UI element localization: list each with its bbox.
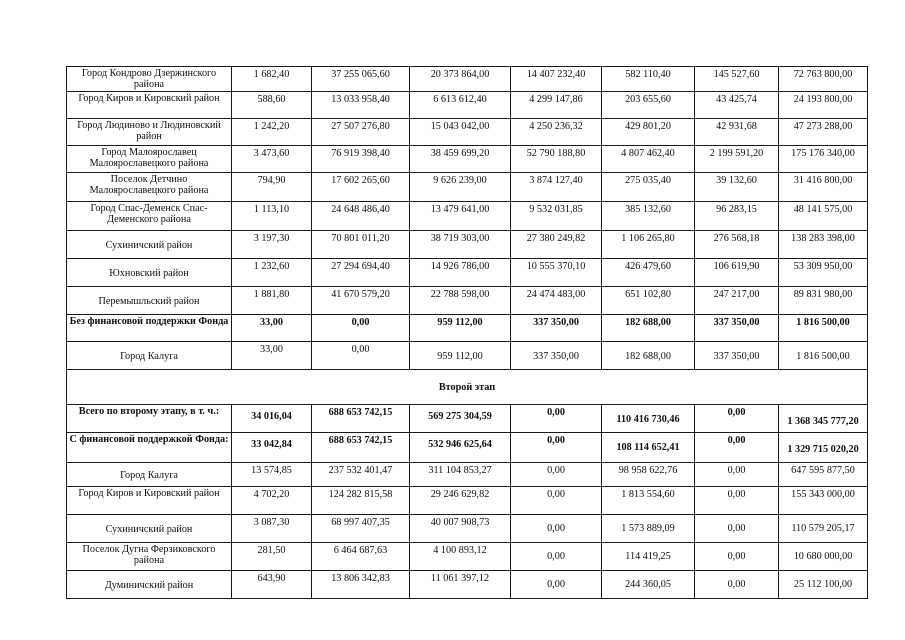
cell-col3: 688 653 742,15 [312, 433, 410, 463]
cell-col6: 1 106 265,80 [602, 231, 695, 259]
row-name: Думиничский район [67, 571, 232, 599]
row-name: Поселок Дугна Ферзиковского района [67, 543, 232, 571]
cell-col5: 52 790 188,80 [511, 146, 602, 173]
cell-area: 3 087,30 [232, 515, 312, 543]
cell-col5: 4 299 147,86 [511, 92, 602, 119]
table-row [67, 92, 868, 119]
cell-area: 13 574,85 [232, 463, 312, 487]
cell-col3: 0,00 [312, 342, 410, 370]
cell-col4: 4 100 893,12 [410, 543, 511, 571]
cell-total: 24 193 800,00 [779, 92, 868, 119]
table-row [67, 543, 868, 571]
cell-total: 47 273 288,00 [779, 119, 868, 146]
document-sheet [66, 66, 867, 599]
subtotal-row [67, 433, 868, 463]
cell-total: 110 579 205,17 [779, 515, 868, 543]
cell-col3: 13 806 342,83 [312, 571, 410, 599]
cell-total: 89 831 980,00 [779, 287, 868, 315]
cell-col6: 114 419,25 [602, 543, 695, 571]
cell-col4: 6 613 612,40 [410, 92, 511, 119]
cell-col5: 0,00 [511, 515, 602, 543]
cell-total: 1 816 500,00 [779, 342, 868, 370]
cell-col7: 247 217,00 [695, 287, 779, 315]
funding-table [66, 66, 868, 599]
cell-col4: 29 246 629,82 [410, 487, 511, 515]
subtotal-row [67, 315, 868, 342]
cell-col4: 9 626 239,00 [410, 173, 511, 202]
cell-total: 53 309 950,00 [779, 259, 868, 287]
cell-col4: 38 459 699,20 [410, 146, 511, 173]
row-name: Город Спас-Деменск Спас-Деменского района [67, 202, 232, 231]
cell-area: 1 242,20 [232, 119, 312, 146]
row-name: Город Людиново и Людиновский район [67, 119, 232, 146]
row-name: Всего по второму этапу, в т. ч.: [67, 405, 232, 433]
cell-col6: 108 114 652,41 [602, 433, 695, 463]
row-name: Город Киров и Кировский район [67, 487, 232, 515]
cell-total: 10 680 000,00 [779, 543, 868, 571]
row-name: Сухиничский район [67, 515, 232, 543]
cell-area: 588,60 [232, 92, 312, 119]
cell-col4: 40 007 908,73 [410, 515, 511, 543]
cell-col3: 17 602 265,60 [312, 173, 410, 202]
cell-col5: 0,00 [511, 433, 602, 463]
cell-col4: 14 926 786,00 [410, 259, 511, 287]
row-name: Поселок Детчино Малоярославецкого района [67, 173, 232, 202]
cell-col5: 3 874 127,40 [511, 173, 602, 202]
table-row [67, 463, 868, 487]
table-row [67, 487, 868, 515]
cell-col6: 1 573 889,09 [602, 515, 695, 543]
cell-col3: 27 507 276,80 [312, 119, 410, 146]
table-row [67, 515, 868, 543]
cell-col3: 688 653 742,15 [312, 405, 410, 433]
cell-col3: 237 532 401,47 [312, 463, 410, 487]
cell-col5: 24 474 483,00 [511, 287, 602, 315]
cell-area: 4 702,20 [232, 487, 312, 515]
cell-col7: 0,00 [695, 487, 779, 515]
cell-col4: 569 275 304,59 [410, 405, 511, 433]
cell-col3: 124 282 815,58 [312, 487, 410, 515]
cell-col7: 42 931,68 [695, 119, 779, 146]
cell-col7: 39 132,60 [695, 173, 779, 202]
table-row [67, 146, 868, 173]
total-row [67, 405, 868, 433]
cell-col7: 0,00 [695, 433, 779, 463]
cell-col7: 43 425,74 [695, 92, 779, 119]
cell-total: 31 416 800,00 [779, 173, 868, 202]
cell-area: 1 682,40 [232, 67, 312, 92]
cell-col6: 98 958 622,76 [602, 463, 695, 487]
cell-col4: 959 112,00 [410, 342, 511, 370]
cell-col5: 0,00 [511, 543, 602, 571]
cell-col6: 1 813 554,60 [602, 487, 695, 515]
row-name: Город Кондрово Дзержинского района [67, 67, 232, 92]
cell-col3: 41 670 579,20 [312, 287, 410, 315]
cell-col3: 68 997 407,35 [312, 515, 410, 543]
cell-col4: 22 788 598,00 [410, 287, 511, 315]
cell-total: 1 816 500,00 [779, 315, 868, 342]
cell-total: 72 763 800,00 [779, 67, 868, 92]
row-name: Город Киров и Кировский район [67, 92, 232, 119]
cell-total: 48 141 575,00 [779, 202, 868, 231]
cell-col6: 182 688,00 [602, 342, 695, 370]
cell-col5: 10 555 370,10 [511, 259, 602, 287]
cell-total: 25 112 100,00 [779, 571, 868, 599]
cell-col7: 2 199 591,20 [695, 146, 779, 173]
cell-col7: 337 350,00 [695, 342, 779, 370]
cell-col4: 20 373 864,00 [410, 67, 511, 92]
cell-col5: 337 350,00 [511, 342, 602, 370]
table-row [67, 259, 868, 287]
cell-col3: 13 033 958,40 [312, 92, 410, 119]
cell-col6: 385 132,60 [602, 202, 695, 231]
table-row [67, 119, 868, 146]
cell-total: 647 595 877,50 [779, 463, 868, 487]
cell-area: 3 197,30 [232, 231, 312, 259]
cell-area: 1 232,60 [232, 259, 312, 287]
table-row [67, 173, 868, 202]
cell-col3: 27 294 694,40 [312, 259, 410, 287]
cell-col3: 24 648 486,40 [312, 202, 410, 231]
cell-col7: 0,00 [695, 543, 779, 571]
row-name: Перемышльский район [67, 287, 232, 315]
cell-col5: 337 350,00 [511, 315, 602, 342]
cell-col3: 76 919 398,40 [312, 146, 410, 173]
cell-total: 175 176 340,00 [779, 146, 868, 173]
cell-col4: 13 479 641,00 [410, 202, 511, 231]
cell-col4: 311 104 853,27 [410, 463, 511, 487]
cell-area: 34 016,04 [232, 405, 312, 433]
cell-col7: 96 283,15 [695, 202, 779, 231]
cell-col7: 0,00 [695, 515, 779, 543]
cell-col4: 959 112,00 [410, 315, 511, 342]
table-row [67, 342, 868, 370]
cell-col6: 203 655,60 [602, 92, 695, 119]
cell-col7: 276 568,18 [695, 231, 779, 259]
cell-col4: 532 946 625,64 [410, 433, 511, 463]
cell-total: 1 329 715 020,20 [779, 433, 868, 463]
cell-col6: 4 807 462,40 [602, 146, 695, 173]
table-row [67, 202, 868, 231]
row-name: Без финансовой поддержки Фонда [67, 315, 232, 342]
cell-total: 155 343 000,00 [779, 487, 868, 515]
cell-col4: 11 061 397,12 [410, 571, 511, 599]
cell-col5: 9 532 031,85 [511, 202, 602, 231]
row-name: Город Малоярославец Малоярославецкого района [67, 146, 232, 173]
cell-area: 33 042,84 [232, 433, 312, 463]
cell-col5: 0,00 [511, 487, 602, 515]
cell-area: 3 473,60 [232, 146, 312, 173]
cell-col6: 651 102,80 [602, 287, 695, 315]
cell-col6: 110 416 730,46 [602, 405, 695, 433]
cell-col5: 4 250 236,32 [511, 119, 602, 146]
cell-col7: 0,00 [695, 463, 779, 487]
cell-col6: 244 360,05 [602, 571, 695, 599]
row-name: Юхновский район [67, 259, 232, 287]
cell-col6: 426 479,60 [602, 259, 695, 287]
cell-area: 1 113,10 [232, 202, 312, 231]
cell-total: 138 283 398,00 [779, 231, 868, 259]
cell-area: 794,90 [232, 173, 312, 202]
cell-area: 33,00 [232, 315, 312, 342]
cell-col5: 0,00 [511, 571, 602, 599]
cell-col5: 14 407 232,40 [511, 67, 602, 92]
row-name: Сухиничский район [67, 231, 232, 259]
cell-area: 33,00 [232, 342, 312, 370]
cell-col7: 106 619,90 [695, 259, 779, 287]
row-name: С финансовой поддержкой Фонда: [67, 433, 232, 463]
cell-col4: 15 043 042,00 [410, 119, 511, 146]
cell-col3: 70 801 011,20 [312, 231, 410, 259]
cell-col5: 27 380 249,82 [511, 231, 602, 259]
cell-area: 1 881,80 [232, 287, 312, 315]
table-row [67, 231, 868, 259]
cell-col5: 0,00 [511, 463, 602, 487]
cell-area: 643,90 [232, 571, 312, 599]
section-title: Второй этап [67, 370, 868, 405]
cell-col3: 37 255 065,60 [312, 67, 410, 92]
cell-area: 281,50 [232, 543, 312, 571]
cell-col6: 182 688,00 [602, 315, 695, 342]
cell-col6: 582 110,40 [602, 67, 695, 92]
section-header-row [67, 370, 868, 405]
cell-col6: 275 035,40 [602, 173, 695, 202]
table-row [67, 571, 868, 599]
row-name: Город Калуга [67, 463, 232, 487]
cell-col7: 337 350,00 [695, 315, 779, 342]
cell-col4: 38 719 303,00 [410, 231, 511, 259]
cell-col5: 0,00 [511, 405, 602, 433]
cell-col7: 145 527,60 [695, 67, 779, 92]
row-name: Город Калуга [67, 342, 232, 370]
table-row [67, 67, 868, 92]
cell-total: 1 368 345 777,20 [779, 405, 868, 433]
cell-col3: 6 464 687,63 [312, 543, 410, 571]
table-row [67, 287, 868, 315]
cell-col6: 429 801,20 [602, 119, 695, 146]
cell-col7: 0,00 [695, 571, 779, 599]
cell-col3: 0,00 [312, 315, 410, 342]
cell-col7: 0,00 [695, 405, 779, 433]
